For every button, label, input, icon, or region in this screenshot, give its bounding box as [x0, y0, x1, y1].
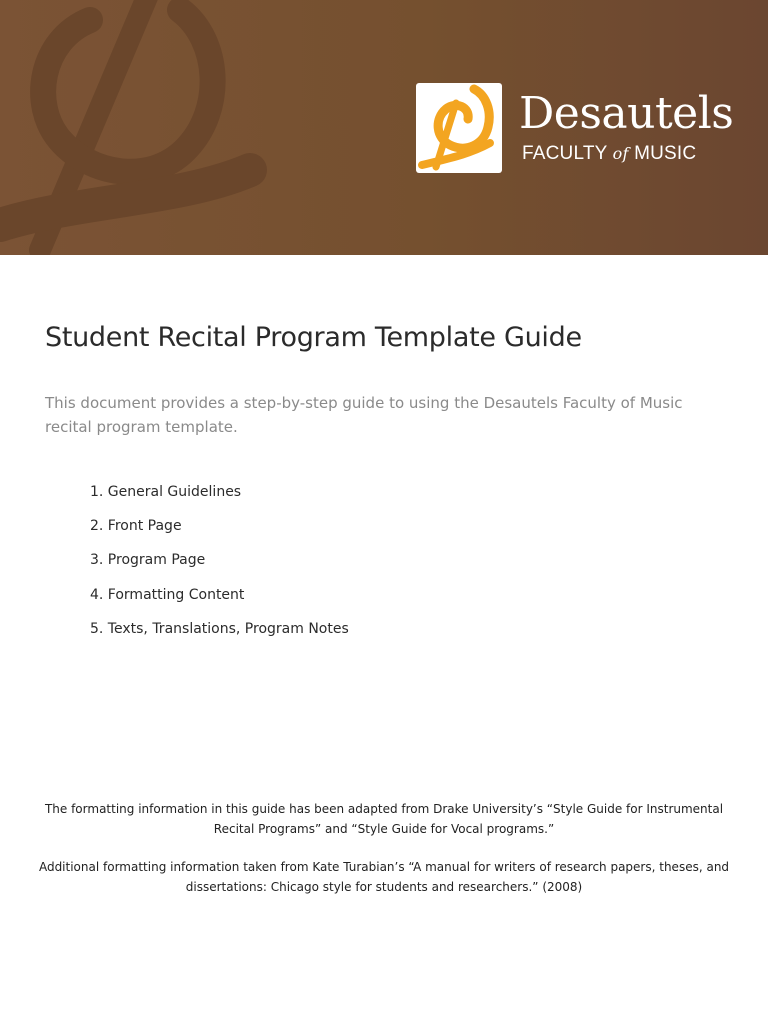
table-of-contents [90, 480, 349, 651]
brand-name: Desautels [519, 88, 734, 139]
toc-item: 5. Texts, Translations, Program Notes [90, 620, 349, 637]
credit-drake: The formatting information in this guide has been adapted from Drake University’s “Style Guide for Instrumental Recital Programs” and “Style Guide for Vocal programs.” [44, 802, 724, 836]
header-banner [0, 0, 768, 255]
page-title: Student Recital Program Template Guide [45, 322, 582, 353]
brand-subtitle-faculty: FACULTY [522, 143, 613, 164]
treble-clef-watermark-icon [0, 0, 300, 255]
brand-subtitle-of: of [612, 144, 629, 163]
toc-item: 2. Front Page [90, 518, 182, 535]
credits-note [24, 800, 744, 916]
faculty-logo [416, 83, 502, 173]
brand-subtitle [522, 144, 696, 163]
toc-item: 4. Formatting Content [90, 586, 245, 603]
treble-clef-logo-icon [416, 83, 502, 173]
intro-paragraph: This document provides a step-by-step guide to using the Desautels Faculty of Music recital program template. [45, 394, 683, 436]
toc-item: 3. Program Page [90, 552, 206, 569]
credit-turabian: Additional formatting information taken from Kate Turabian’s “A manual for writers of research papers, theses, and dissertations: Chicago style for students and researchers.” (2008) [38, 860, 730, 894]
toc-item: 1. General Guidelines [90, 484, 242, 500]
brand-subtitle-music: MUSIC [628, 143, 697, 164]
